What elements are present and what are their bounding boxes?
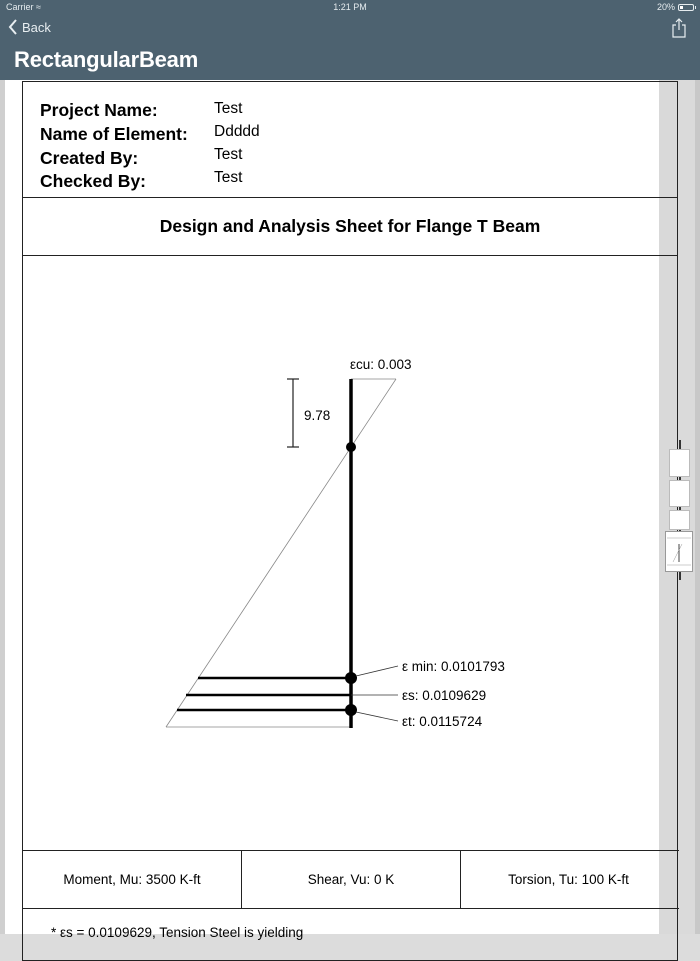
thumbnail-page-2[interactable] <box>669 480 690 507</box>
share-button[interactable] <box>672 18 686 43</box>
strain-diagram <box>23 82 679 850</box>
wifi-icon: ≈ <box>36 2 41 12</box>
chevron-left-icon <box>8 19 18 35</box>
es-label: εs: 0.0109629 <box>402 688 487 703</box>
created-by-label: Created By: <box>40 148 139 168</box>
battery-status <box>657 2 694 12</box>
shear-cell: Shear, Vu: 0 K <box>242 851 461 908</box>
element-name-value: Ddddd <box>214 123 260 140</box>
depth-label: 9.78 <box>304 408 331 423</box>
element-name-label: Name of Element: <box>40 124 188 144</box>
yield-note: * εs = 0.0109629, Tension Steel is yielding <box>51 925 304 940</box>
project-name-value: Test <box>214 100 243 117</box>
ecu-label: εcu: 0.003 <box>350 357 412 372</box>
thumbnail-page-3[interactable] <box>669 510 690 530</box>
page-thumbnails[interactable] <box>665 440 695 580</box>
status-time: 1:21 PM <box>333 2 367 12</box>
et-label: εt: 0.0115724 <box>402 714 483 729</box>
moment-cell: Moment, Mu: 3500 K-ft <box>23 851 242 908</box>
checked-by-value: Test <box>214 169 243 186</box>
thumbnail-page-1[interactable] <box>669 449 690 477</box>
page-title: RectangularBeam <box>14 47 199 72</box>
back-button[interactable] <box>8 19 51 35</box>
thumbnail-page-4-current[interactable] <box>665 531 693 572</box>
carrier-label: Carrier <box>6 2 34 12</box>
created-by-value: Test <box>214 146 243 163</box>
thumbnail-preview-icon <box>666 532 692 571</box>
battery-icon <box>678 4 694 11</box>
design-sheet <box>22 81 678 961</box>
loads-table <box>23 850 679 909</box>
share-icon <box>672 18 686 38</box>
checked-by-label: Checked By: <box>40 171 147 191</box>
depth-dimension <box>287 379 299 447</box>
scrollbar-edge[interactable] <box>695 80 700 934</box>
battery-percent: 20% <box>656 2 675 12</box>
sheet-heading: Design and Analysis Sheet for Flange T Beam <box>23 198 677 256</box>
back-label: Back <box>22 19 51 35</box>
emin-label: ε min: 0.0101793 <box>402 659 505 674</box>
torsion-cell: Torsion, Tu: 100 K-ft <box>508 872 629 887</box>
navigation-bar <box>0 0 700 80</box>
project-name-label: Project Name: <box>40 100 158 120</box>
